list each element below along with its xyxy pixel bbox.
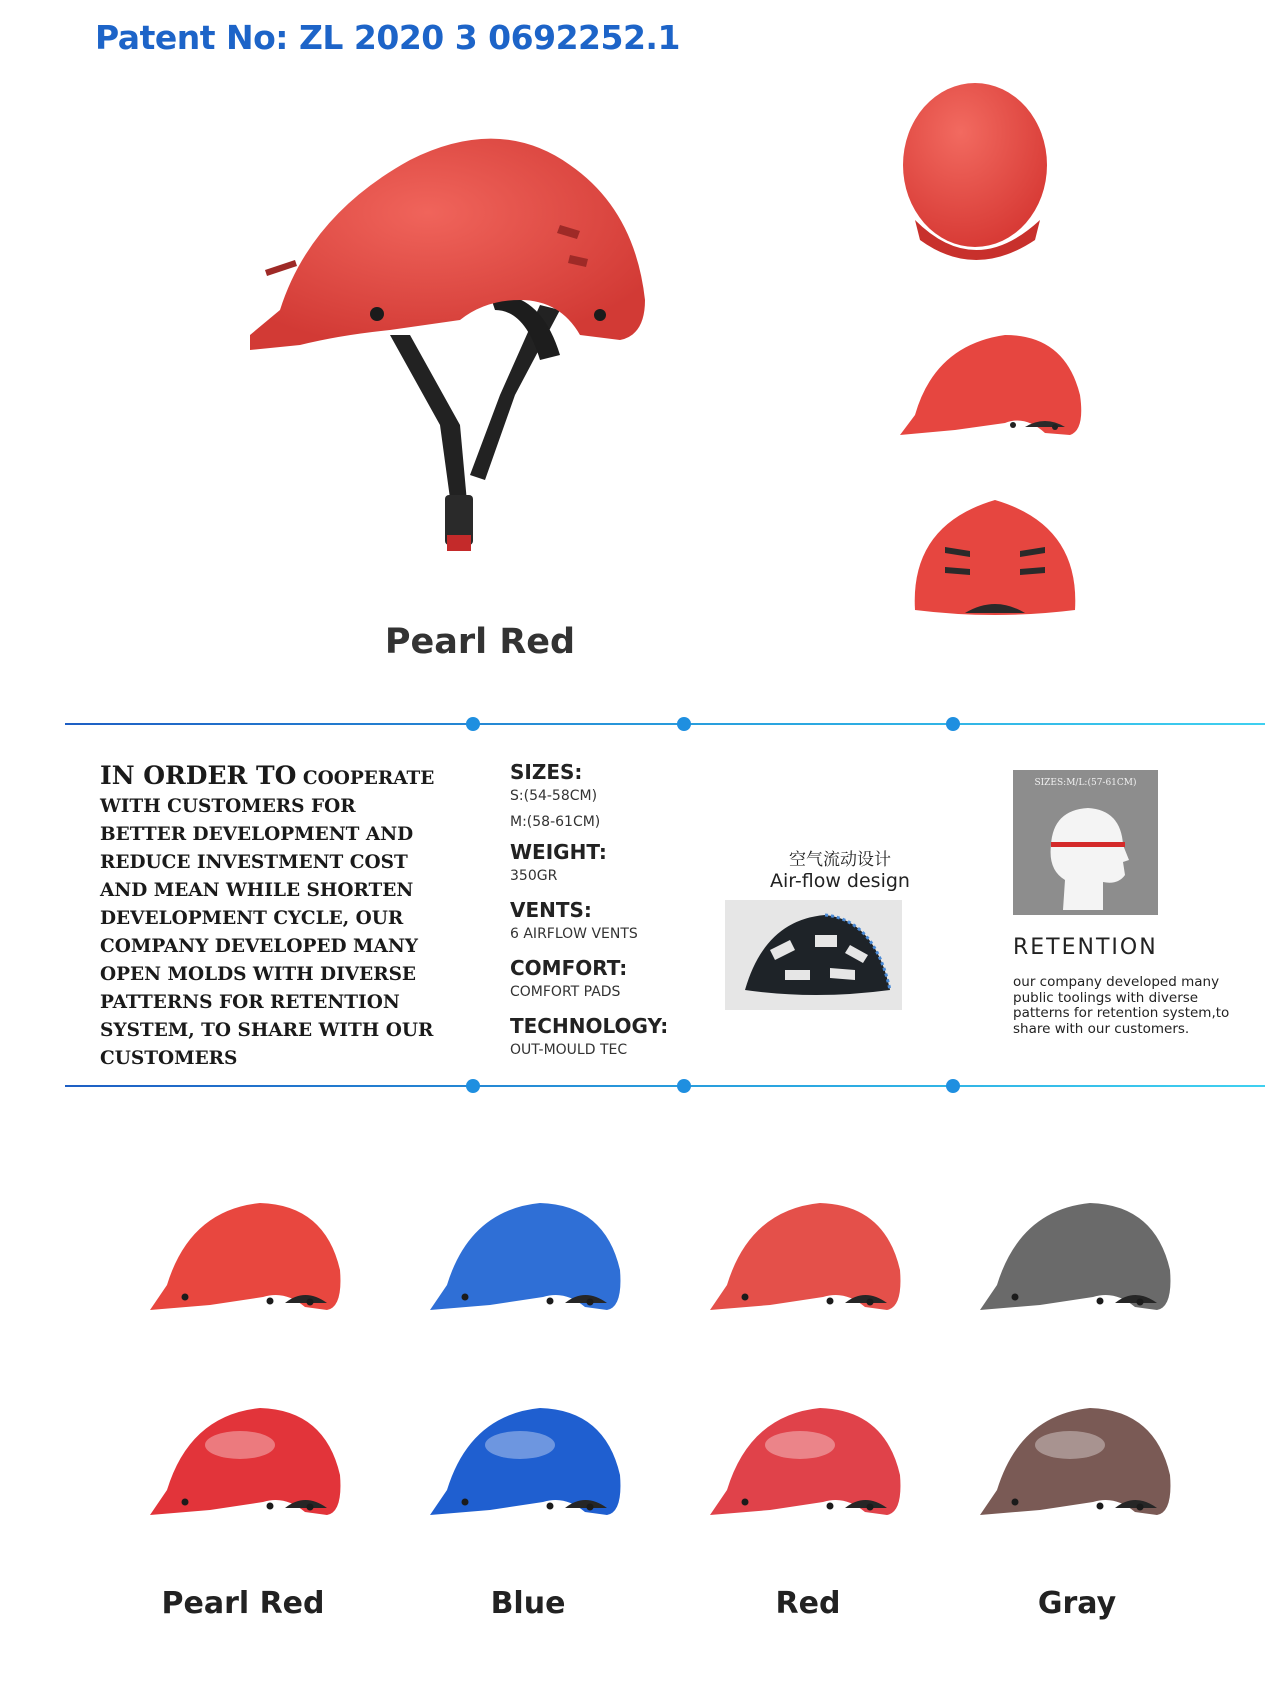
retention-title: RETENTION [1013, 935, 1158, 960]
patent-number: Patent No: ZL 2020 3 0692252.1 [95, 18, 680, 57]
vents-heading: VENTS: [510, 898, 592, 922]
comfort-heading: COMFORT: [510, 956, 628, 980]
sizes-medium: M:(58-61CM) [510, 814, 601, 830]
airflow-title-en: Air-flow design [770, 870, 910, 892]
intro-lead: IN ORDER TO [100, 761, 297, 790]
variant-helmet-gloss-3 [705, 1390, 905, 1530]
variant-helmet-matte-1 [145, 1185, 345, 1325]
variant-helmet-gloss-1 [145, 1390, 345, 1530]
variant-helmet-matte-3 [705, 1185, 905, 1325]
comfort-value: COMFORT PADS [510, 984, 621, 1000]
technology-heading: TECHNOLOGY: [510, 1014, 669, 1038]
retention-sizes-caption: SIZES:M/L:(57-61CM) [1034, 778, 1137, 788]
weight-value: 350GR [510, 868, 558, 884]
hero-color-label: Pearl Red [384, 622, 576, 662]
intro-body: COOPERATE WITH CUSTOMERS FOR BETTER DEVELOPMENT AND REDUCE INVESTMENT COST AND MEAN WHILE SHORTEN DEVELOPMENT CYCLE, OUR COMPANY DEVELOPED MANY OPEN MOLDS WITH DIVERSE PATTERNS FOR RETENTION SYSTEM, TO SHARE WITH OUR CUSTOMERS [100, 768, 435, 1069]
variant-label-gray: Gray [1037, 1586, 1117, 1621]
variant-helmet-matte-2 [425, 1185, 625, 1325]
retention-description: our company developed many public toolings with diverse patterns for retention system,to share with our customers. [1013, 974, 1230, 1037]
vents-value: 6 AIRFLOW VENTS [510, 926, 638, 942]
sizes-small: S:(54-58CM) [510, 788, 598, 804]
variant-helmet-gloss-4 [975, 1390, 1175, 1530]
variant-helmet-matte-4 [975, 1185, 1175, 1325]
sizes-heading: SIZES: [510, 760, 583, 784]
airflow-title-cn: 空气流动设计 [789, 850, 891, 870]
variant-label-red: Red [775, 1586, 841, 1621]
technology-value: OUT-MOULD TEC [510, 1042, 628, 1058]
variant-helmet-gloss-2 [425, 1390, 625, 1530]
weight-heading: WEIGHT: [510, 840, 607, 864]
variant-label-pearl-red: Pearl Red [161, 1586, 325, 1621]
variant-label-blue: Blue [490, 1586, 566, 1621]
